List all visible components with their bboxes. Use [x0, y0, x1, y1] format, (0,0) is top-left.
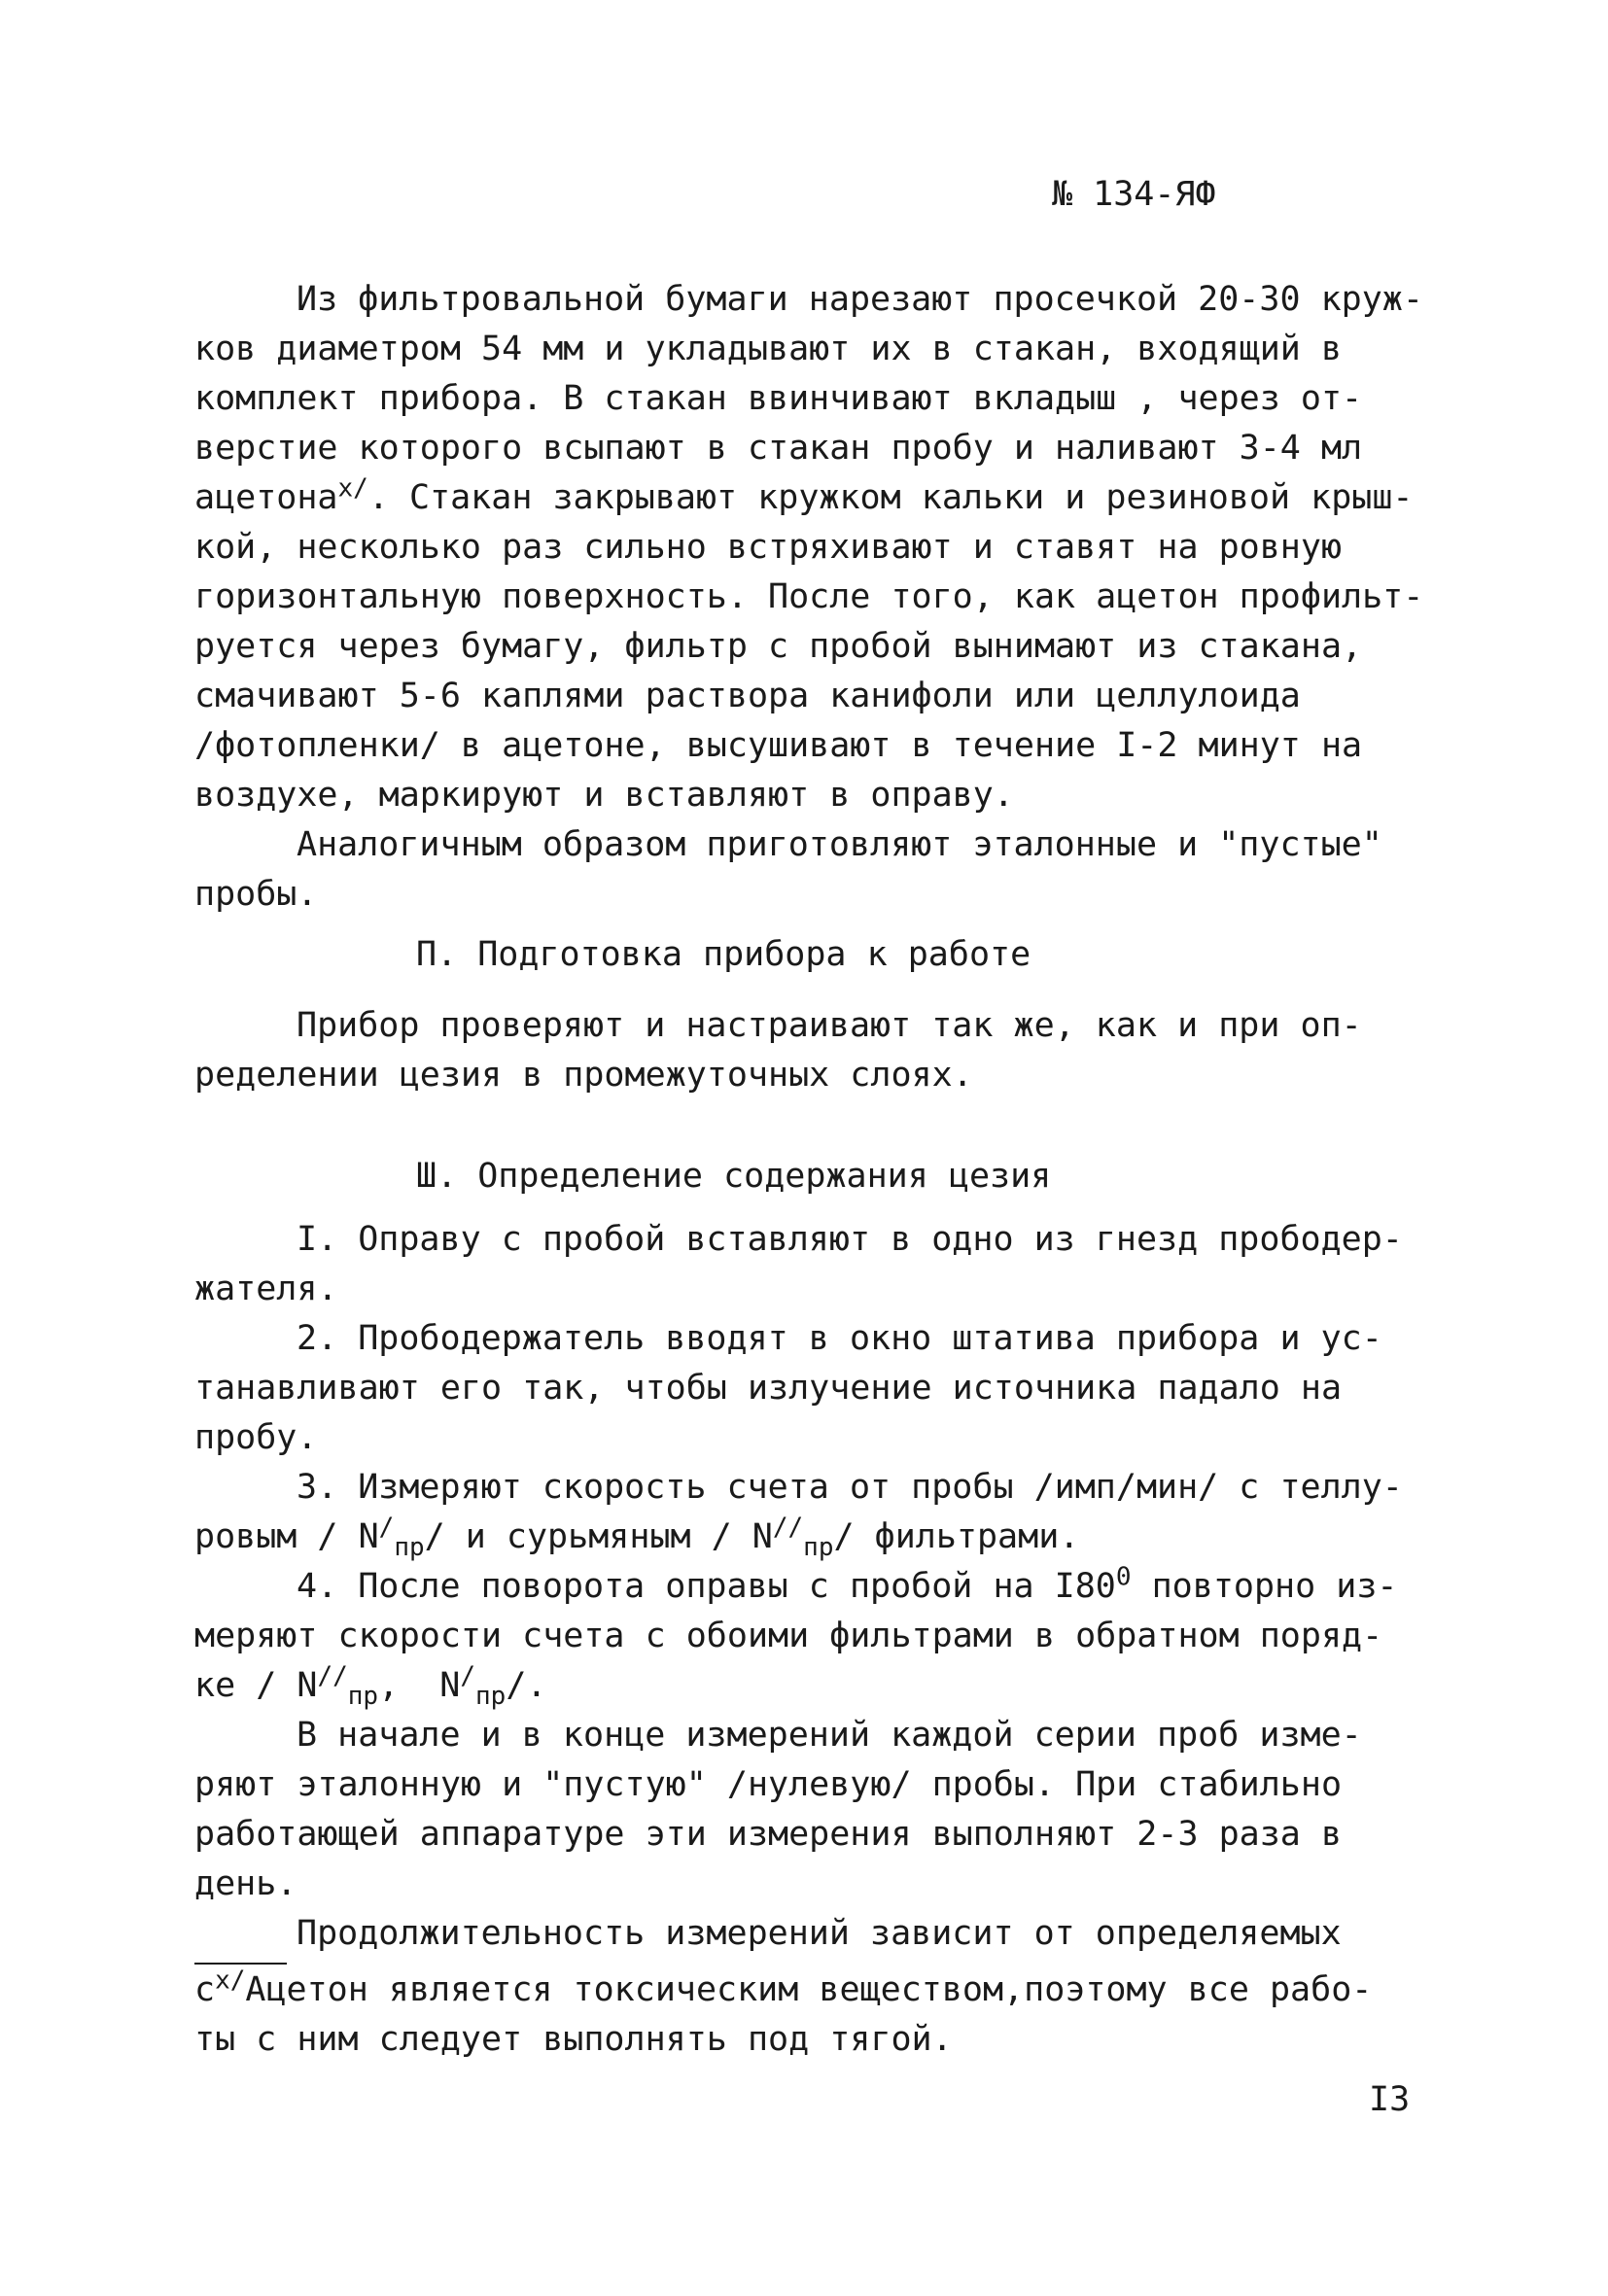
text-line: ределении цезия в промежуточных слоях.: [194, 1056, 973, 1095]
subscript: пр: [347, 1682, 379, 1711]
text-line: воздухе, маркируют и вставляют в оправу.: [194, 776, 1014, 815]
section1-paragraph1: [194, 275, 1429, 920]
section3-body: [194, 1215, 1429, 1959]
prime-mark: /: [378, 1513, 395, 1543]
text-fragment: . Стакан закрывают кружком кальки и резиновой крыш-: [367, 478, 1414, 517]
step-3-line: [194, 1513, 1429, 1562]
text-line: ряют эталонную и "пустую" /нулевую/ пробы. При стабильно: [194, 1765, 1343, 1804]
text-fragment: 4. После поворота оправы с пробой на I80: [297, 1567, 1116, 1606]
section2-paragraph: [194, 1001, 1429, 1100]
section2-heading: П. Подготовка прибора к работе: [416, 935, 1031, 974]
section3-heading: Ш. Определение содержания цезия: [416, 1157, 1052, 1196]
text-line: руется через бумагу, фильтр с пробой вынимают из стакана,: [194, 627, 1363, 666]
text-fragment: / и сурьмяным / N: [424, 1517, 773, 1556]
text-line: Аналогичным образом приготовляют эталонные и "пустые": [297, 825, 1382, 864]
prime-mark: //: [317, 1661, 348, 1691]
degree-mark: 0: [1115, 1562, 1132, 1592]
text-line: смачивают 5-6 каплями раствора канифоли или целлулоида: [194, 677, 1301, 715]
subscript: пр: [475, 1682, 507, 1711]
text-fragment: с: [194, 1970, 216, 2009]
step-4-line: меряют скорости счета с обоими фильтрами в обратном поряд-: [194, 1617, 1383, 1655]
text-line: кой, несколько раз сильно встряхивают и ставят на ровную: [194, 528, 1343, 567]
text-line: день.: [194, 1864, 297, 1903]
subscript: пр: [803, 1533, 834, 1562]
text-line: верстие которого всыпают в стакан пробу и наливают 3-4 мл: [194, 429, 1363, 468]
footnote-rule: [194, 1963, 287, 1965]
text-line: комплект прибора. В стакан ввинчивают вкладыш , через от-: [194, 379, 1363, 418]
prime-mark: //: [772, 1513, 804, 1543]
text-fragment: ацетона: [194, 478, 338, 517]
step-2-line: пробу.: [194, 1418, 318, 1457]
subscript: пр: [394, 1533, 425, 1562]
text-fragment: /.: [506, 1666, 547, 1705]
text-fragment: ке / N: [194, 1666, 318, 1705]
text-line: [194, 473, 1429, 523]
text-line: В начале и в конце измерений каждой серии проб изме-: [297, 1716, 1362, 1755]
text-line: /фотопленки/ в ацетоне, высушивают в течение I-2 минут на: [194, 726, 1363, 765]
footnote-marker: х/: [337, 473, 368, 504]
step-1-line: I. Оправу с пробой вставляют в одно из гнезд прободер-: [297, 1220, 1403, 1259]
footnote-marker: х/: [215, 1966, 246, 1996]
step-2-line: танавливают его так, чтобы излучение источника падало на: [194, 1369, 1343, 1408]
text-line: работающей аппаратуре эти измерения выполняют 2-3 раза в: [194, 1815, 1343, 1854]
text-fragment: повторно из-: [1131, 1567, 1398, 1606]
page-number: I3: [1369, 2080, 1411, 2119]
step-3-line: 3. Измеряют скорость счета от пробы /имп/мин/ с теллу-: [297, 1468, 1403, 1507]
prime-mark: /: [460, 1661, 476, 1691]
text-fragment: Ацетон является токсическим веществом,поэтому все рабо-: [245, 1970, 1373, 2009]
footnote-line: [194, 1966, 1429, 2015]
text-fragment: , N: [378, 1666, 461, 1705]
step-4-line: [194, 1661, 1429, 1711]
text-line: горизонтальную поверхность. После того, как ацетон профильт-: [194, 577, 1424, 616]
footnote: [194, 1966, 1429, 2065]
text-line: Прибор проверяют и настраивают так же, как и при оп-: [297, 1006, 1362, 1045]
step-1-line: жателя.: [194, 1270, 338, 1308]
step-2-line: 2. Прободержатель вводят в окно штатива прибора и ус-: [297, 1319, 1382, 1358]
document-number: № 134-ЯФ: [1052, 175, 1216, 214]
text-line: ков диаметром 54 мм и укладывают их в стакан, входящий в: [194, 330, 1343, 368]
text-line: Из фильтровальной бумаги нарезают просечкой 20-30 круж-: [297, 280, 1423, 319]
text-line: пробы.: [194, 875, 318, 914]
text-line: Продолжительность измерений зависит от определяемых: [297, 1914, 1342, 1953]
footnote-line: ты с ним следует выполнять под тягой.: [194, 2020, 953, 2059]
step-4-line: [194, 1562, 1429, 1612]
text-fragment: ровым / N: [194, 1517, 379, 1556]
text-fragment: / фильтрами.: [833, 1517, 1080, 1556]
